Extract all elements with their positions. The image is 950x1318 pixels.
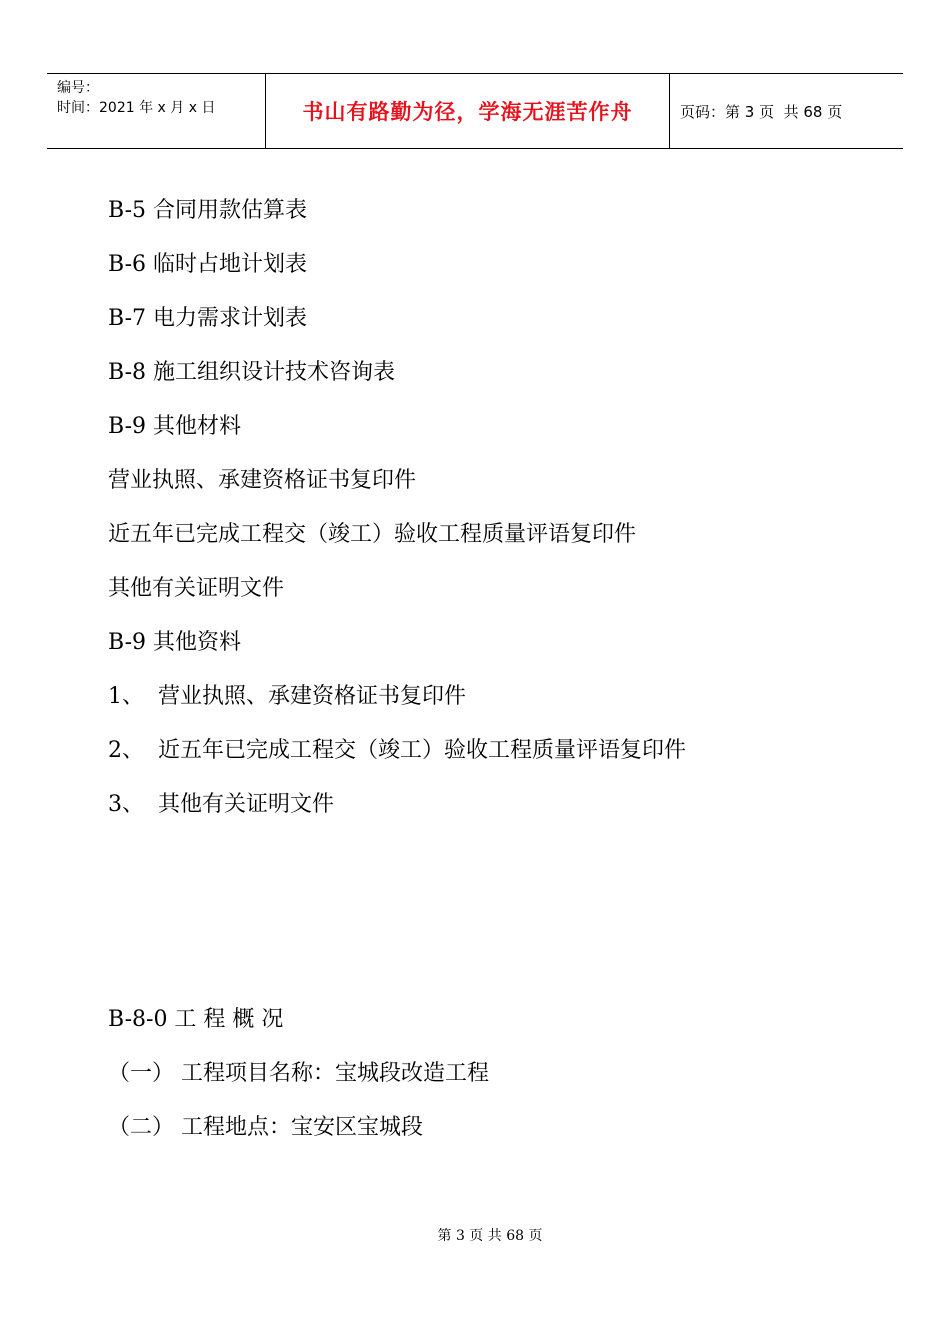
section-heading: B-8-0 工 程 概 况 (108, 1007, 284, 1032)
numbered-item: 2、 近五年已完成工程交（竣工）验收工程质量评语复印件 (108, 738, 686, 763)
list-item: B-9 其他资料 (108, 630, 241, 655)
list-item: B-9 其他材料 (108, 414, 241, 439)
list-item: 近五年已完成工程交（竣工）验收工程质量评语复印件 (108, 522, 637, 547)
list-item: 其他有关证明文件 (108, 576, 285, 601)
project-detail: （二） 工程地点：宝安区宝城段 (108, 1115, 423, 1140)
header-motto: 书山有路勤为径，学海无涯苦作舟 (302, 100, 633, 124)
document-header (47, 73, 903, 149)
document-number-label: 编号： (57, 80, 99, 96)
list-item: B-7 电力需求计划表 (108, 306, 307, 331)
list-item: 营业执照、承建资格证书复印件 (108, 468, 417, 493)
page-footer: 第 3 页 共 68 页 (437, 1228, 543, 1244)
header-meta (57, 78, 215, 118)
numbered-item: 1、 营业执照、承建资格证书复印件 (108, 684, 466, 709)
list-item: B-8 施工组织设计技术咨询表 (108, 360, 395, 385)
document-time-label: 时间：2021 年 x 月 x 日 (57, 100, 216, 116)
numbered-item: 3、 其他有关证明文件 (108, 792, 334, 817)
list-item: B-6 临时占地计划表 (108, 252, 307, 277)
list-item: B-5 合同用款估算表 (108, 198, 307, 223)
header-page-info: 页码：第 3 页 共 68 页 (680, 102, 843, 121)
project-detail: （一） 工程项目名称：宝城段改造工程 (108, 1061, 489, 1086)
header-divider (669, 74, 670, 148)
